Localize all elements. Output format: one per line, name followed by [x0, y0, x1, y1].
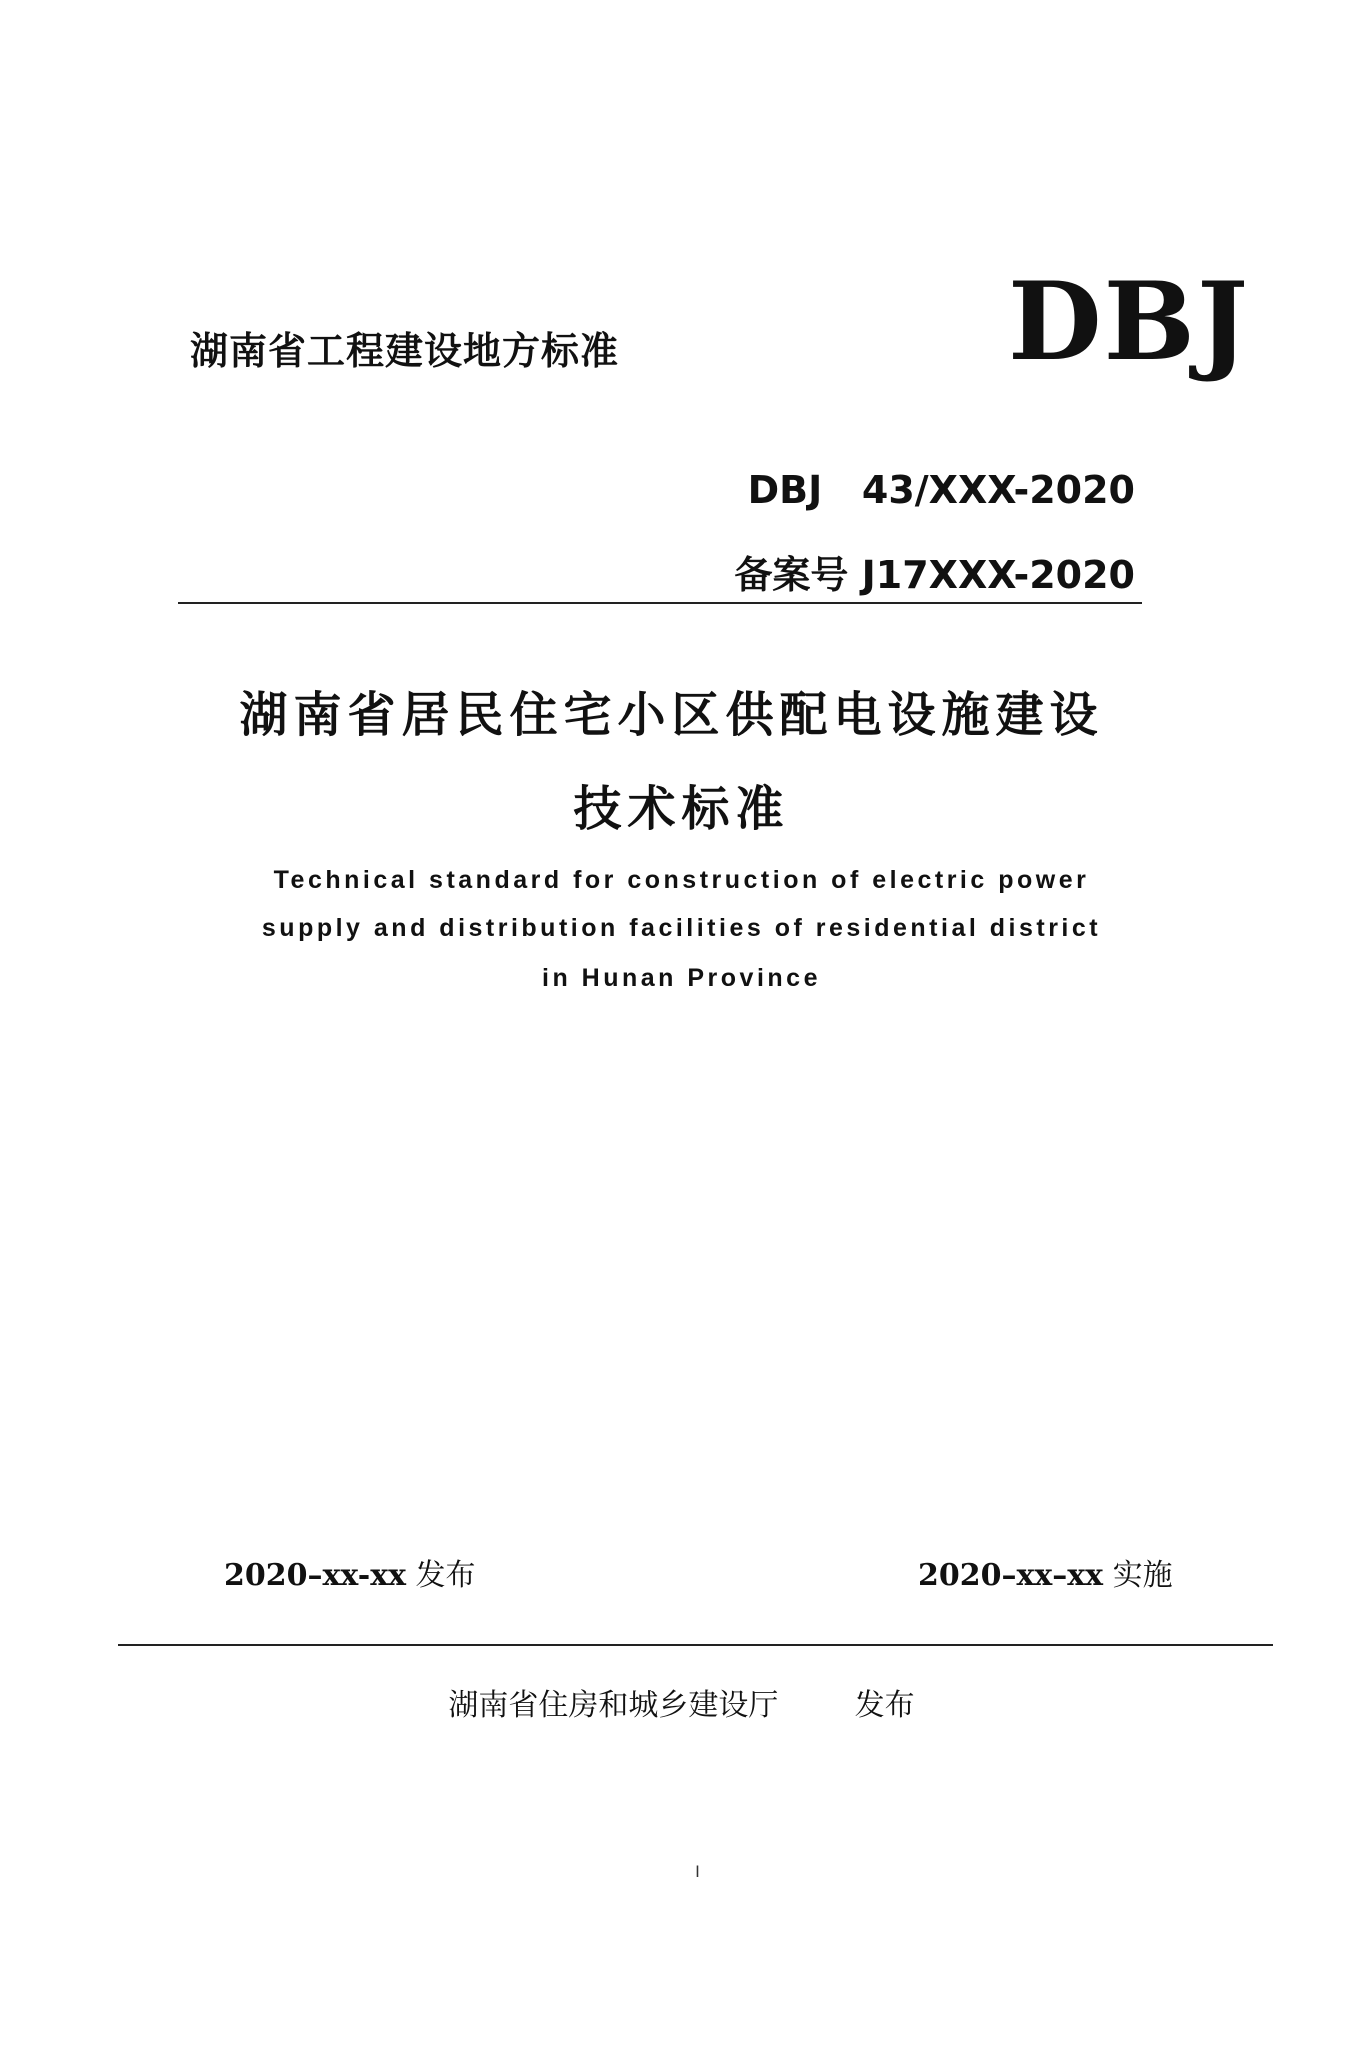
implementation-date-label: 实施 — [1112, 1558, 1173, 1593]
issue-date-label: 发布 — [415, 1558, 476, 1593]
title-chinese-line-2: 技术标准 — [573, 781, 790, 837]
title-english-line-3: in Hunan Province — [542, 964, 821, 992]
standard-series-label: 湖南省工程建设地方标准 — [190, 329, 620, 373]
implementation-date-value: 2020–xx–xx — [918, 1558, 1104, 1593]
publisher-action: 发布 — [854, 1688, 915, 1723]
issue-date — [224, 1550, 476, 1594]
top-divider — [178, 602, 1142, 604]
standard-code: DBJ 43/XXX-2020 — [747, 468, 1135, 512]
publisher-line — [0, 1680, 1363, 1724]
title-chinese-line-1: 湖南省居民住宅小区供配电设施建设 — [239, 687, 1104, 743]
bottom-divider — [118, 1644, 1273, 1646]
record-number: 备案号 J17XXX-2020 — [734, 553, 1135, 597]
implementation-date — [918, 1550, 1173, 1594]
page-number: I — [695, 1862, 700, 1881]
issue-date-value: 2020–xx-xx — [224, 1558, 406, 1593]
dbj-logo: DBJ — [1008, 259, 1251, 385]
publisher-name: 湖南省住房和城乡建设厅 — [448, 1688, 779, 1723]
title-english-line-1: Technical standard for construction of electric power — [273, 866, 1090, 894]
title-english-line-2: supply and distribution facilities of residential district — [261, 914, 1102, 942]
